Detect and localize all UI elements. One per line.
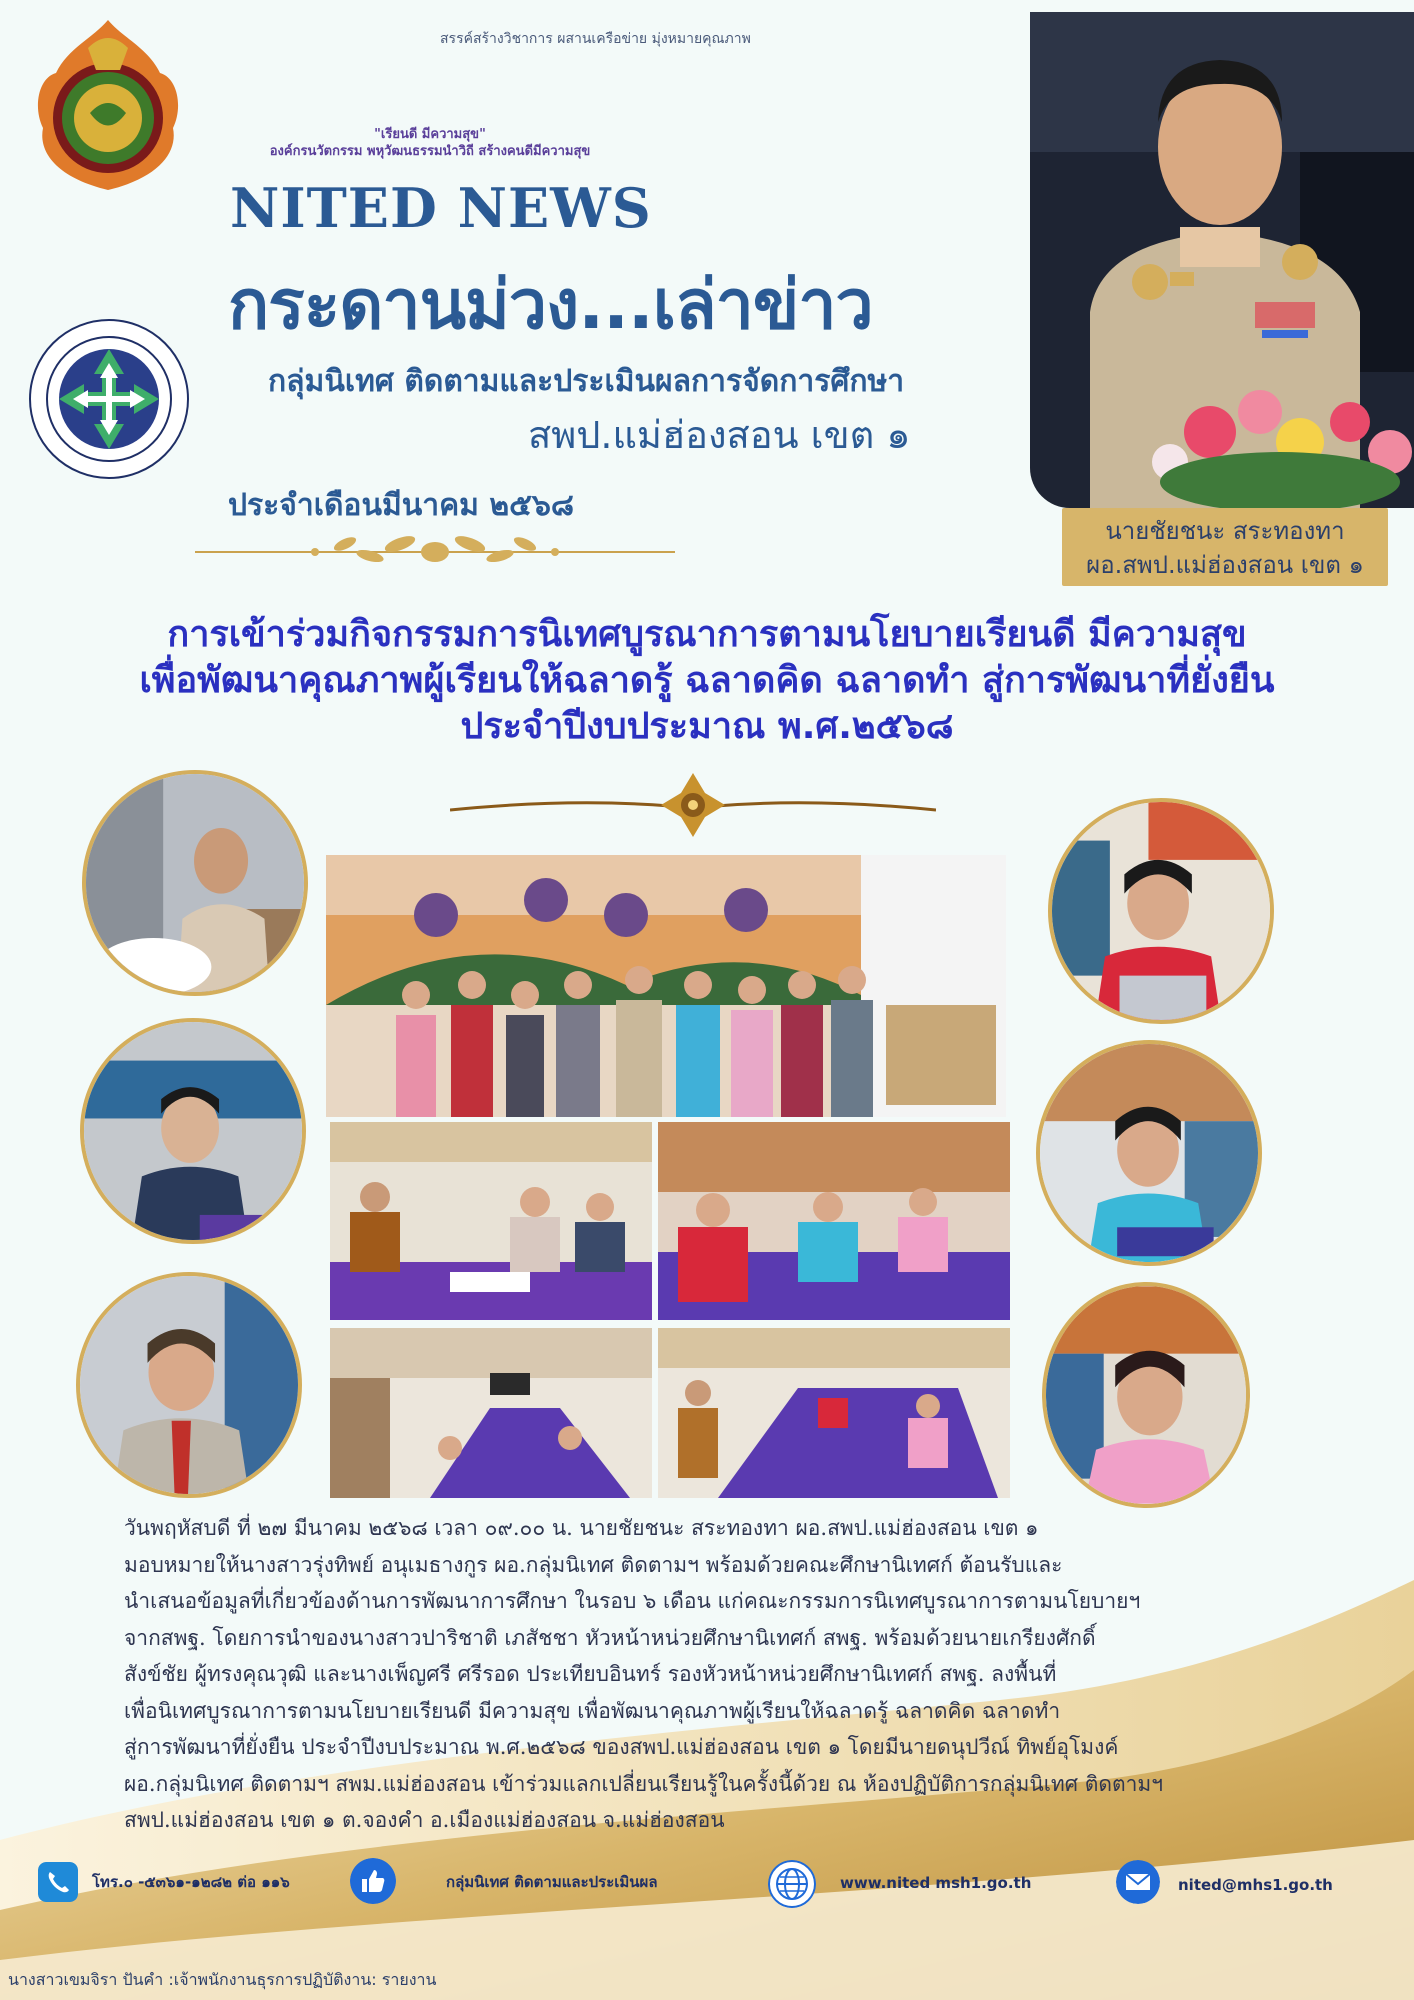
obec-logo xyxy=(28,18,188,193)
photo-meeting-2 xyxy=(658,1122,1010,1320)
motto xyxy=(230,126,630,160)
headline-line2: เพื่อพัฒนาคุณภาพผู้เรียนให้ฉลาดรู้ ฉลาดคิด ฉลาดทำ สู่การพัฒนาที่ยั่งยืน xyxy=(139,660,1275,701)
body-line: วันพฤหัสบดี ที่ ๒๗ มีนาคม ๒๕๖๘ เวลา ๐๙.๐๐ น. นายชัยชนะ สระทองทา ผอ.สพป.แม่ฮ่องสอน เขต ๑ xyxy=(124,1516,1039,1540)
photo-circle-supervisor-female1 xyxy=(80,1018,306,1244)
headline-line1: การเข้าร่วมกิจกรรมการนิเทศบูรณาการตามนโยบายเรียนดี มีความสุข xyxy=(167,614,1247,655)
contact-email[interactable]: nited@mhs1.go.th xyxy=(1178,1876,1333,1894)
office-name: สพป.แม่ฮ่องสอน เขต ๑ xyxy=(528,413,911,457)
nited-logo xyxy=(28,318,190,480)
photo-circle-staff-red xyxy=(1048,798,1274,1024)
headline xyxy=(20,612,1394,750)
body-line: สังข์ชัย ผู้ทรงคุณวุฒิ และนางเพ็ญศรี ศรีรอด ประเทียบอินทร์ รองหัวหน้าหน่วยศึกษานิเทศก์ สพฐ. ลงพื้นที่ xyxy=(124,1662,1057,1686)
globe-icon xyxy=(768,1860,816,1908)
photo-circle-staff-blue xyxy=(1036,1040,1262,1266)
director-photo xyxy=(1030,12,1414,508)
body-line: สู่การพัฒนาที่ยั่งยืน ประจำปีงบประมาณ พ.ศ.๒๕๖๘ ของสพป.แม่ฮ่องสอน เขต ๑ โดยมีนายดนุปวีณ์ ทิพย์อุโมงค์ xyxy=(124,1735,1119,1759)
photo-circle-staff-pink xyxy=(1042,1282,1250,1508)
news-title: NITED NEWS xyxy=(230,176,652,240)
body-line: นำเสนอข้อมูลที่เกี่ยวข้องด้านการพัฒนาการศึกษา ในรอบ ๖ เดือน แก่คณะกรรมการนิเทศบูรณาการตามนโยบายฯ xyxy=(124,1589,1141,1613)
photo-circle-supervisor-female2 xyxy=(76,1272,302,1498)
body-line: เพื่อนิเทศบูรณาการตามนโยบายเรียนดี มีความสุข เพื่อพัฒนาคุณภาพผู้เรียนให้ฉลาดรู้ ฉลาดคิด ฉลาดทำ xyxy=(124,1698,1061,1723)
contact-website[interactable]: www.nited msh1.go.th xyxy=(840,1874,1032,1892)
thai-title: กระดานม่วง...เล่าข่าว xyxy=(228,266,873,345)
tagline: สรรค์สร้างวิชาการ ผสานเครือข่าย มุ่งหมายคุณภาพ xyxy=(440,31,751,47)
news-body xyxy=(124,1510,1214,1839)
reporter-credit: นางสาวเขมจิรา ปันคำ :เจ้าพนักงานธุรการปฏิบัติงาน: รายงาน xyxy=(8,1970,437,1989)
body-line: สพป.แม่ฮ่องสอน เขต ๑ ต.จองคำ อ.เมืองแม่ฮ่องสอน จ.แม่ฮ่องสอน xyxy=(124,1808,725,1832)
contact-phone: โทร.๐ -๕๓๖๑-๑๒๘๒ ต่อ ๑๑๖ xyxy=(92,1873,290,1891)
mail-icon xyxy=(1116,1860,1160,1904)
body-line: ผอ.กลุ่มนิเทศ ติดตามฯ สพม.แม่ฮ่องสอน เข้าร่วมแลกเปลี่ยนเรียนรู้ในครั้งนี้ด้วย ณ ห้องปฏิบัติการกลุ่มนิเทศ ติดตามฯ xyxy=(124,1771,1164,1796)
photo-group-mural xyxy=(326,855,1006,1117)
photo-circle-supervisor-male xyxy=(82,770,308,996)
photo-meeting-table xyxy=(658,1328,1010,1498)
like-icon xyxy=(350,1858,396,1904)
photo-meeting-1 xyxy=(330,1122,652,1320)
director-card xyxy=(1062,508,1388,586)
motto-line2: องค์กรนวัตกรรม พหุวัฒนธรรมนำวิถี สร้างคนดีมีความสุข xyxy=(269,144,591,159)
director-name: นายชัยชนะ สระทองทา xyxy=(1105,517,1345,545)
motto-line1: "เรียนดี มีความสุข" xyxy=(374,127,486,142)
photo-meeting-room xyxy=(330,1328,652,1498)
body-line: จากสพฐ. โดยการนำของนางสาวปาริชาติ เภสัชชา หัวหน้าหน่วยศึกษานิเทศก์ สพฐ. พร้อมด้วยนายเกรียงศักดิ์ xyxy=(124,1625,1096,1650)
phone-icon xyxy=(38,1862,78,1902)
director-position: ผอ.สพป.แม่ฮ่องสอน เขต ๑ xyxy=(1086,551,1364,579)
body-line: มอบหมายให้นางสาวรุ่งทิพย์ อนุเมธางกูร ผอ.กลุ่มนิเทศ ติดตามฯ พร้อมด้วยคณะศึกษานิเทศก์ ต้อนรับและ xyxy=(124,1552,1063,1577)
headline-line3: ประจำปีงบประมาณ พ.ศ.๒๕๖๘ xyxy=(460,706,954,747)
group-name: กลุ่มนิเทศ ติดตามและประเมินผลการจัดการศึกษา xyxy=(268,364,905,399)
ornament-divider xyxy=(195,522,675,582)
issue-month: ประจำเดือนมีนาคม ๒๕๖๘ xyxy=(228,488,575,523)
ornament-divider xyxy=(450,770,936,840)
contact-facebook[interactable]: กลุ่มนิเทศ ติดตามและประเมินผล xyxy=(446,1873,658,1891)
